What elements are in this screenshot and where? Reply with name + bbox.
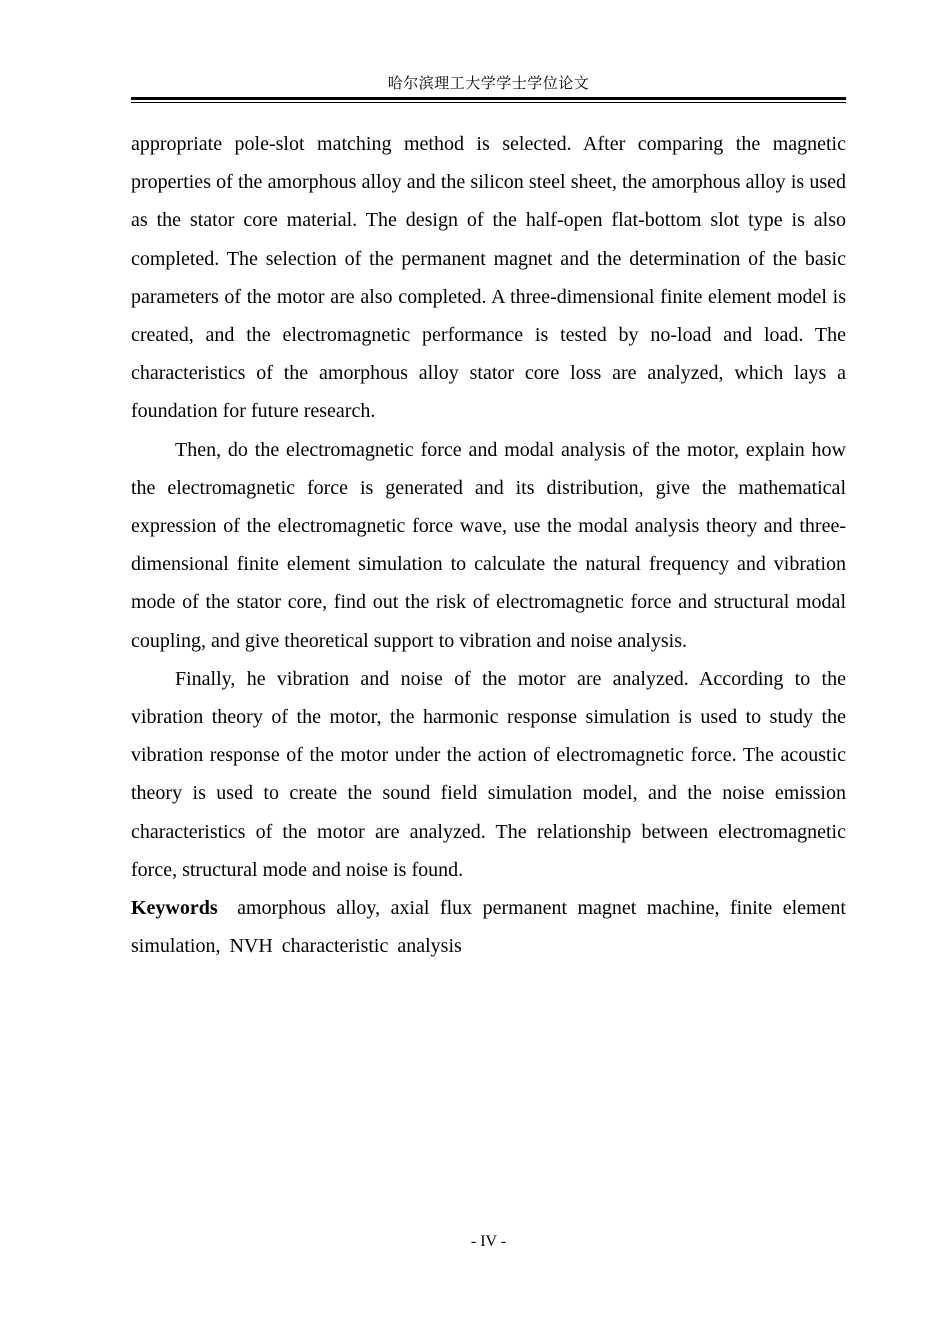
paragraph-vibration-noise: Finally, he vibration and noise of the motor are analyzed. According to the vibration theory of the motor, the harmonic response simulation is used to study the vibration response of the motor under the action of electromagnetic force. The acoustic theory is used to create the sound field simulation model, and the noise emission characteristics of the motor are analyzed. The relationship between electromagnetic force, structural mode and noise is found. — [131, 667, 846, 881]
paragraph-electromagnetic-force: Then, do the electromagnetic force and modal analysis of the motor, explain how the electromagnetic force is generated and its distribution, give the mathematical expression of the electromagnetic force wave, use the modal analysis theory and three-dimensional finite element simulation to calculate the natural frequency and vibration mode of the stator core, find out the risk of electromagnetic force and structural modal coupling, and give theoretical support to vibration and noise analysis. — [131, 438, 846, 652]
header-rule-thick — [131, 97, 846, 100]
page-number: - IV - — [470, 1233, 507, 1250]
keywords-label: Keywords — [131, 897, 218, 920]
paragraph-continued: appropriate pole-slot matching method is selected. After comparing the magnetic properties of the amorphous alloy and the silicon steel sheet, the amorphous alloy is used as the stator core material. The design of the half-open flat-bottom slot type is also completed. The selection of the permanent magnet and the determination of the basic parameters of the motor are also completed. A three-dimensional finite element model is created, and the electromagnetic performance is tested by no-load and load. The characteristics of the amorphous alloy stator core loss are analyzed, which lays a foundation for future research. — [131, 133, 846, 423]
keywords-line — [131, 889, 846, 965]
abstract-body — [131, 125, 846, 965]
running-header: 哈尔滨理工大学学士学位论文 — [387, 76, 590, 92]
header-rule-thin — [131, 102, 846, 103]
keywords-list: amorphous alloy, axial flux permanent magnet machine, finite element simulation, NVH characteristic analysis — [131, 897, 846, 958]
